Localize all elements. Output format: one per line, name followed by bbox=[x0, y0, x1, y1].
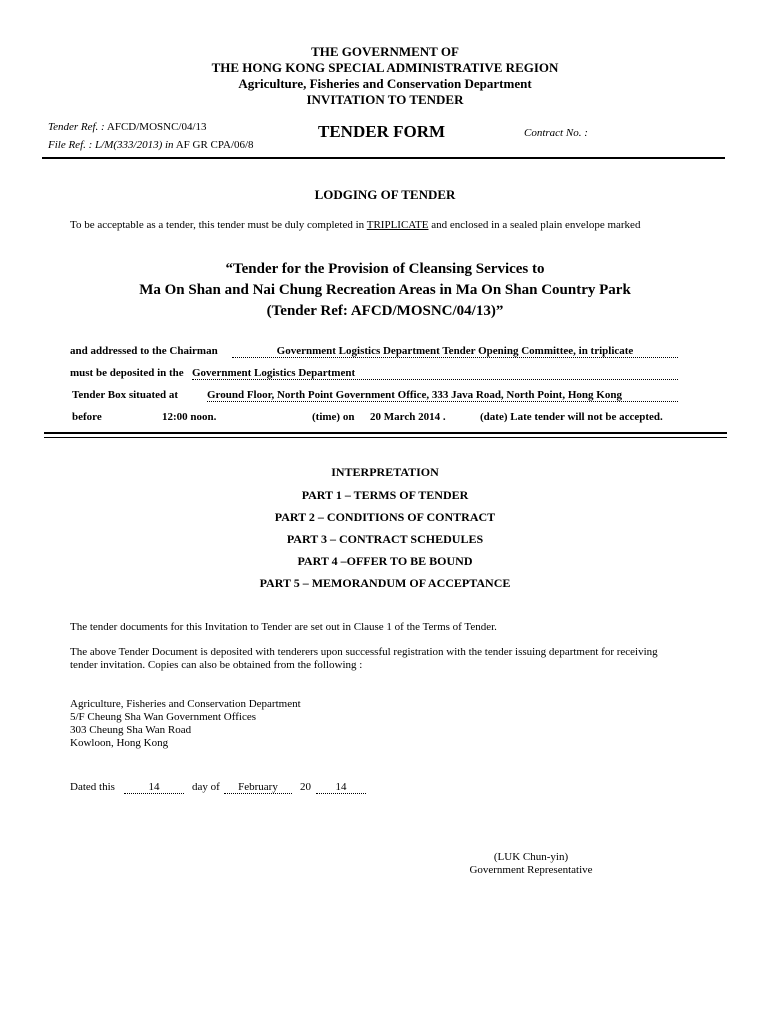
address-line-1: Agriculture, Fisheries and Conservation Department bbox=[70, 698, 301, 710]
deposited-value: Government Logistics Department bbox=[192, 367, 678, 380]
file-ref-value: AF GR CPA/06/8 bbox=[175, 139, 254, 151]
paragraph-2-line-2: tender invitation. Copies can also be obtained from the following : bbox=[70, 659, 363, 671]
dated-label: Dated this bbox=[70, 781, 115, 793]
addressed-value: Government Logistics Department Tender Opening Committee, in triplicate bbox=[232, 345, 678, 358]
deposited-label: must be deposited in the bbox=[70, 367, 184, 379]
tender-ref bbox=[48, 121, 207, 133]
date-value: 20 March 2014 . bbox=[370, 411, 446, 423]
address-line-3: 303 Cheung Sha Wan Road bbox=[70, 724, 192, 736]
addressed-label: and addressed to the Chairman bbox=[70, 345, 218, 357]
dated-month-value: February bbox=[224, 781, 292, 794]
tender-form-title: TENDER FORM bbox=[318, 122, 446, 141]
part-3: PART 3 – CONTRACT SCHEDULES bbox=[286, 532, 484, 546]
time-label: (time) on bbox=[312, 411, 355, 423]
paragraph-2-line-1: The above Tender Document is deposited with tenderers upon successful registration with the tender issuing department for receiving bbox=[70, 646, 658, 658]
file-ref bbox=[48, 139, 254, 151]
dated-year-prefix: 20 bbox=[300, 781, 311, 793]
time-value: 12:00 noon. bbox=[162, 411, 217, 423]
middle-divider-thin bbox=[44, 437, 727, 438]
tender-title-line-1: “Tender for the Provision of Cleansing Services to bbox=[225, 261, 545, 277]
lodging-intro-after: and enclosed in a sealed plain envelope marked bbox=[431, 219, 641, 231]
part-4: PART 4 –OFFER TO BE BOUND bbox=[297, 554, 473, 568]
tender-box-label: Tender Box situated at bbox=[72, 389, 179, 401]
contract-no-label: Contract No. : bbox=[524, 127, 588, 139]
tender-title-line-2: Ma On Shan and Nai Chung Recreation Areas in Ma On Shan Country Park bbox=[139, 282, 631, 298]
part-2: PART 2 – CONDITIONS OF CONTRACT bbox=[274, 510, 496, 524]
signatory-title: Government Representative bbox=[469, 864, 593, 876]
tender-ref-value: AFCD/MOSNC/04/13 bbox=[106, 121, 207, 133]
tender-title-line-3: (Tender Ref: AFCD/MOSNC/04/13)” bbox=[266, 303, 504, 319]
address-line-4: Kowloon, Hong Kong bbox=[70, 737, 169, 749]
signatory-name: (LUK Chun-yin) bbox=[493, 851, 569, 863]
lodging-intro-keyword: TRIPLICATE bbox=[366, 219, 429, 231]
lodging-intro-before: To be acceptable as a tender, this tender must be duly completed in bbox=[70, 219, 365, 231]
lodging-title: LODGING OF TENDER bbox=[314, 187, 456, 202]
top-divider bbox=[42, 157, 725, 159]
middle-divider bbox=[44, 432, 727, 434]
header-line-4: INVITATION TO TENDER bbox=[306, 92, 464, 107]
header-line-3: Agriculture, Fisheries and Conservation Department bbox=[238, 76, 532, 91]
header-line-1: THE GOVERNMENT OF bbox=[311, 44, 459, 59]
address-line-2: 5/F Cheung Sha Wan Government Offices bbox=[70, 711, 256, 723]
interpretation-title: INTERPRETATION bbox=[331, 465, 439, 479]
before-label: before bbox=[72, 411, 102, 423]
lodging-intro bbox=[70, 219, 640, 231]
dated-day-value: 14 bbox=[124, 781, 184, 794]
header-line-2: THE HONG KONG SPECIAL ADMINISTRATIVE REGION bbox=[211, 60, 559, 75]
part-1: PART 1 – TERMS OF TENDER bbox=[301, 488, 469, 502]
tender-ref-label: Tender Ref. : bbox=[48, 121, 105, 133]
paragraph-1: The tender documents for this Invitation to Tender are set out in Clause 1 of the Terms of Tender. bbox=[70, 621, 497, 633]
part-5: PART 5 – MEMORANDUM OF ACCEPTANCE bbox=[259, 576, 511, 590]
file-ref-label: File Ref. : L/M(333/2013) in bbox=[48, 139, 174, 151]
dated-year-value: 14 bbox=[316, 781, 366, 794]
tender-box-value: Ground Floor, North Point Government Office, 333 Java Road, North Point, Hong Kong bbox=[207, 389, 678, 402]
date-label: (date) Late tender will not be accepted. bbox=[480, 411, 663, 423]
dated-day-label: day of bbox=[192, 781, 220, 793]
